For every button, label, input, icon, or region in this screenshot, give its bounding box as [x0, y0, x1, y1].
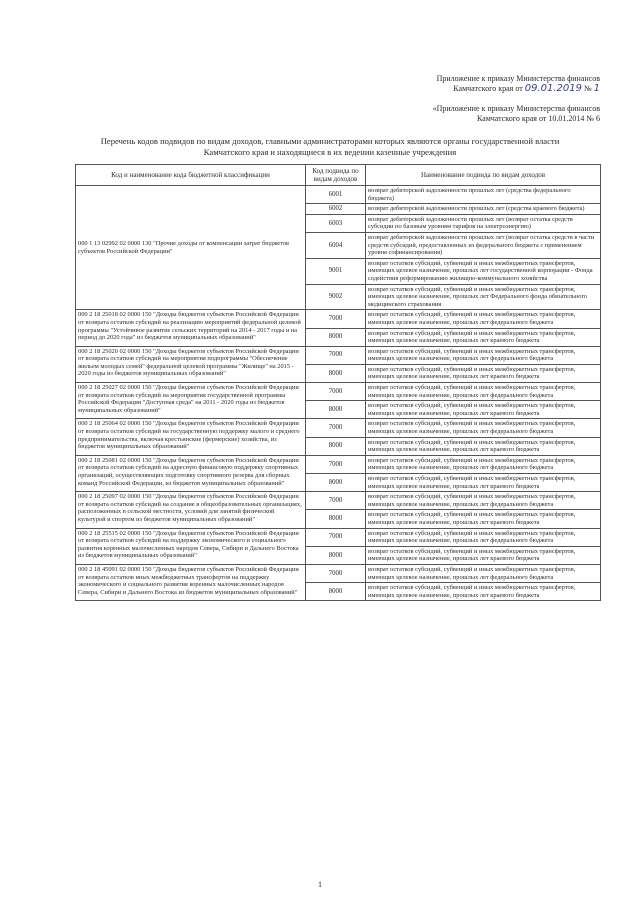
header-line-2: [433, 84, 600, 94]
subtype-code-cell: 8000: [306, 510, 366, 528]
subtype-code-cell: 7000: [306, 492, 366, 510]
classification-cell: 000 2 18 25020 02 0000 150 "Доходы бюджетов субъектов Российской Федерации от возврата остатков субсидий на мероприятия подпрограммы "Обеспечение жильем молодых семей" федеральной целевой программы "Жилище" на 2015 - 2020 годы из бюджетов муниципальных образований": [76, 346, 306, 382]
document-title: [70, 136, 590, 158]
subtype-name-cell: возврат остатков субсидий, субвенций и иных межбюджетных трансфертов, имеющих целевое назначение, прошлых лет краевого бюджета: [366, 364, 601, 382]
table-row: [76, 419, 601, 437]
header-line-1: Приложение к приказу Министерства финансов: [436, 74, 600, 83]
classification-cell: 000 2 18 45091 02 0000 150 "Доходы бюджетов субъектов Российской Федерации от возврата остатков иных межбюджетных трансфертов на поддержку экономического и социального развития коренных малочисленных народов Севера, Сибири и Дальнего Востока из бюджетов муниципальных образований": [76, 564, 306, 600]
revenue-codes-table: [75, 164, 601, 601]
header-no-label: №: [583, 84, 592, 93]
classification-cell: 000 2 18 25515 02 0000 150 "Доходы бюджетов субъектов Российской Федерации от возврата остатков субсидий на поддержку экономического и социального развития коренных малочисленных народов Севера, Сибири и Дальнего Востока из бюджетов муниципальных образований": [76, 528, 306, 564]
subtype-code-cell: 7000: [306, 455, 366, 473]
col-header-classification: Код и наименование кода бюджетной классификации: [76, 165, 306, 186]
subtype-code-cell: 9002: [306, 284, 366, 310]
subtype-name-cell: возврат дебиторской задолженности прошлых лет (возврат остатка средств субсидии по базовым уровням тарифов на электроэнергию): [366, 214, 601, 232]
table-row: [76, 346, 601, 364]
col-header-subtype-code: Код подвида по видам доходов: [306, 165, 366, 186]
classification-cell: 000 1 13 02992 02 0000 130 "Прочие доходы от компенсации затрат бюджетов субъектов Российской Федерации": [76, 186, 306, 310]
subtype-name-cell: возврат остатков субсидий, субвенций и иных межбюджетных трансфертов, имеющих целевое назначение, прошлых лет краевого бюджета: [366, 510, 601, 528]
subtype-code-cell: 6001: [306, 186, 366, 204]
subtype-code-cell: 7000: [306, 383, 366, 401]
title-line-2: Камчатского края и находящиеся в их ведении казенные учреждения: [203, 147, 457, 157]
subtype-code-cell: 7000: [306, 346, 366, 364]
page-number: 1: [318, 880, 322, 889]
header-line-4: Камчатского края от 10.01.2014 № 6: [476, 114, 600, 123]
header-no: 1: [593, 83, 600, 94]
subtype-code-cell: 6003: [306, 214, 366, 232]
subtype-code-cell: 6004: [306, 232, 366, 258]
subtype-name-cell: возврат остатков субсидий, субвенций и иных межбюджетных трансфертов, имеющих целевое назначение, прошлых лет федерального бюджета: [366, 455, 601, 473]
classification-cell: 000 2 18 25064 02 0000 150 "Доходы бюджетов субъектов Российской Федерации от возврата остатков субсидий на государственную поддержку малого и среднего предпринимательства, включая крестьянские (фермерские) хозяйства, из бюджетов муниципальных образований": [76, 419, 306, 455]
col-header-subtype-name: Наименование подвида по видам доходов: [366, 165, 601, 186]
classification-cell: 000 2 18 25081 02 0000 150 "Доходы бюджетов субъектов Российской Федерации от возврата остатков субсидий на адресную финансовую поддержку спортивных организаций, осуществляющих подготовку спортивного резерва для сборных команд Российской Федерации, из бюджетов муниципальных образований": [76, 455, 306, 491]
subtype-name-cell: возврат дебиторской задолженности прошлых лет (средства краевого бюджета): [366, 204, 601, 215]
subtype-name-cell: возврат остатков субсидий, субвенций и иных межбюджетных трансфертов, имеющих целевое назначение, прошлых лет краевого бюджета: [366, 437, 601, 455]
classification-cell: 000 2 18 25018 02 0000 150 "Доходы бюджетов субъектов Российской Федерации от возврата остатков субсидий на реализацию мероприятий федеральной целевой программы "Устойчивое развитие сельских территорий на 2014 - 2017 годы и на период до 2020 года" из бюджетов муниципальных образований": [76, 310, 306, 346]
table-row: [76, 383, 601, 401]
header-date: 09.01.2019: [524, 83, 582, 94]
subtype-code-cell: 8000: [306, 546, 366, 564]
subtype-code-cell: 8000: [306, 474, 366, 492]
subtype-name-cell: возврат остатков субсидий, субвенций и иных межбюджетных трансфертов, имеющих целевое назначение, прошлых лет федерального бюджета: [366, 383, 601, 401]
subtype-name-cell: возврат остатков субсидий, субвенций и иных межбюджетных трансфертов, имеющих целевое назначение, прошлых лет федерального бюджета: [366, 564, 601, 582]
subtype-code-cell: 7000: [306, 419, 366, 437]
subtype-name-cell: возврат дебиторской задолженности прошлых лет (возврат остатка средств в части средств субсидий, предоставленных из федерального бюджета с применением уровня софинансирования): [366, 232, 601, 258]
table-body: [76, 186, 601, 601]
subtype-name-cell: возврат остатков субсидий, субвенций и иных межбюджетных трансфертов, имеющих целевое назначение, прошлых лет краевого бюджета: [366, 546, 601, 564]
subtype-name-cell: возврат остатков субсидий, субвенций и иных межбюджетных трансфертов, имеющих целевое назначение, прошлых лет федерального бюджета: [366, 310, 601, 328]
subtype-code-cell: 6002: [306, 204, 366, 215]
table-header-row: [76, 165, 601, 186]
subtype-name-cell: возврат остатков субсидий, субвенций и иных межбюджетных трансфертов, имеющих целевое назначение, прошлых лет краевого бюджета: [366, 474, 601, 492]
subtype-code-cell: 8000: [306, 328, 366, 346]
title-line-1: Перечень кодов подвидов по видам доходов, главными администраторами которых являются органы государственной власти: [100, 136, 560, 146]
subtype-code-cell: 8000: [306, 364, 366, 382]
table-row: [76, 528, 601, 546]
subtype-code-cell: 7000: [306, 310, 366, 328]
subtype-name-cell: возврат остатков субсидий, субвенций и иных межбюджетных трансфертов, имеющих целевое назначение, прошлых лет федерального бюджета: [366, 419, 601, 437]
subtype-name-cell: возврат остатков субсидий, субвенций и иных межбюджетных трансфертов, имеющих целевое назначение, прошлых лет федерального бюджета: [366, 346, 601, 364]
subtype-code-cell: 7000: [306, 528, 366, 546]
subtype-name-cell: возврат дебиторской задолженности прошлых лет (средства федерального бюджета): [366, 186, 601, 204]
subtype-name-cell: возврат остатков субсидий, субвенций и иных межбюджетных трансфертов, имеющих целевое назначение, прошлых лет краевого бюджета: [366, 583, 601, 601]
appendix-header: [433, 74, 600, 124]
header-line-3: «Приложение к приказу Министерства финансов: [432, 104, 600, 113]
header-date-prefix: Камчатского края от: [453, 84, 523, 93]
table-row: [76, 310, 601, 328]
subtype-name-cell: возврат остатков субсидий, субвенций и иных межбюджетных трансфертов, имеющих целевое назначение, прошлых лет краевого бюджета: [366, 401, 601, 419]
subtype-code-cell: 8000: [306, 583, 366, 601]
classification-cell: 000 2 18 25027 02 0000 150 "Доходы бюджетов субъектов Российской Федерации от возврата остатков субсидий на мероприятия государственной программы Российской Федерации "Доступная среда" на 2011 - 2020 годы из бюджетов муниципальных образований": [76, 383, 306, 419]
subtype-name-cell: возврат остатков субсидий, субвенций и иных межбюджетных трансфертов, имеющих целевое назначение, прошлых лет Федерального фонда обязательного медицинского страхования: [366, 284, 601, 310]
subtype-code-cell: 8000: [306, 401, 366, 419]
table-row: [76, 492, 601, 510]
subtype-name-cell: возврат остатков субсидий, субвенций и иных межбюджетных трансфертов, имеющих целевое назначение, прошлых лет краевого бюджета: [366, 328, 601, 346]
subtype-code-cell: 9001: [306, 258, 366, 284]
table-row: [76, 455, 601, 473]
subtype-code-cell: 8000: [306, 437, 366, 455]
table-row: [76, 564, 601, 582]
classification-cell: 000 2 18 25097 02 0000 150 "Доходы бюджетов субъектов Российской Федерации от возврата остатков субсидий на создание в общеобразовательных организациях, расположенных в сельской местности, условий для занятий физической культурой и спортом из бюджетов муниципальных образований": [76, 492, 306, 528]
subtype-name-cell: возврат остатков субсидий, субвенций и иных межбюджетных трансфертов, имеющих целевое назначение, прошлых лет федерального бюджета: [366, 528, 601, 546]
table-row: [76, 186, 601, 204]
subtype-name-cell: возврат остатков субсидий, субвенций и иных межбюджетных трансфертов, имеющих целевое назначение, прошлых лет государственной корпорации - Фонда содействия реформированию жилищно-коммунального хозяйства: [366, 258, 601, 284]
subtype-code-cell: 7000: [306, 564, 366, 582]
subtype-name-cell: возврат остатков субсидий, субвенций и иных межбюджетных трансфертов, имеющих целевое назначение, прошлых лет федерального бюджета: [366, 492, 601, 510]
